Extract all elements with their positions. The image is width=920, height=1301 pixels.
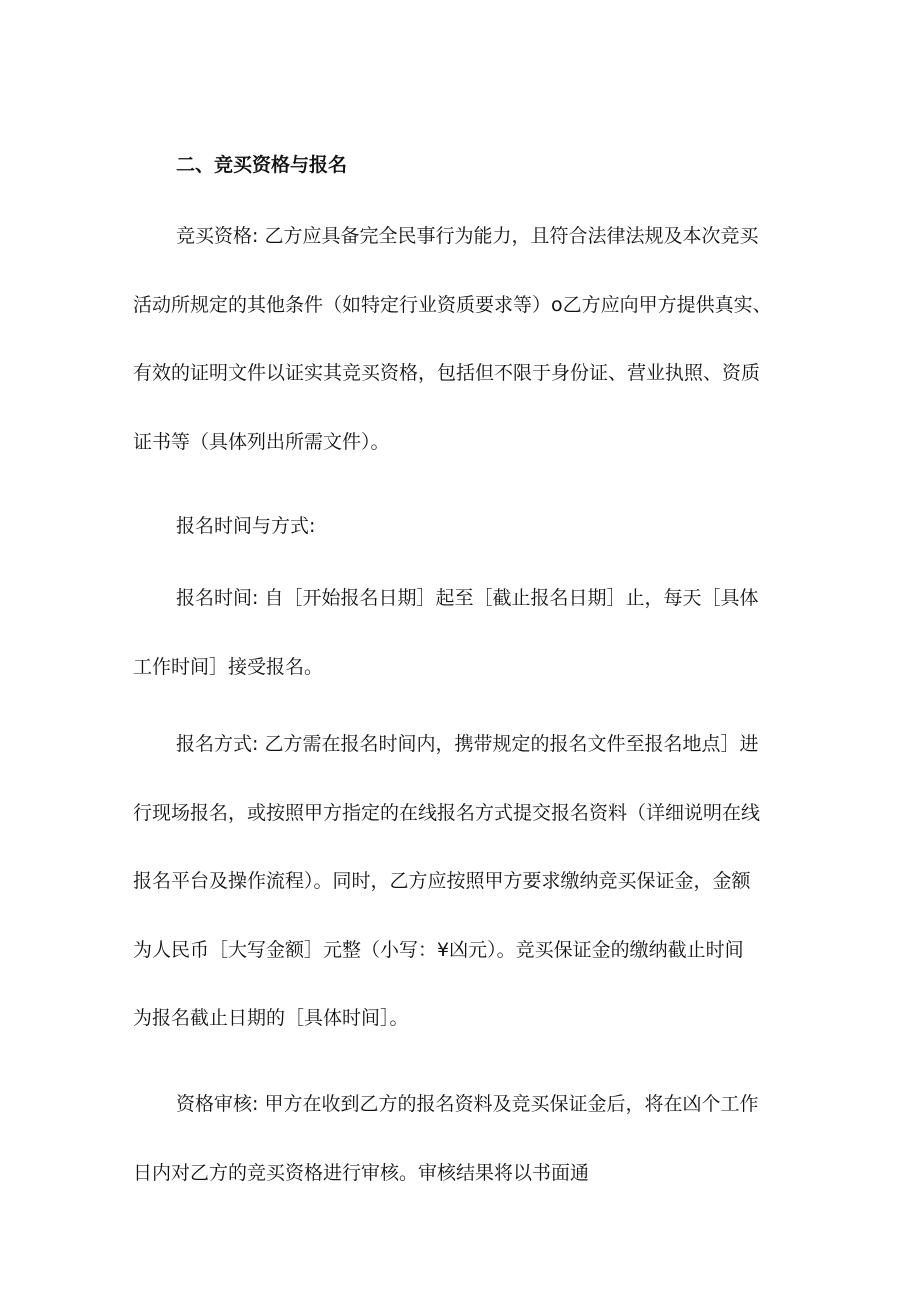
- paragraph-qualification: [133, 202, 797, 476]
- paragraph-registration-heading: [133, 492, 797, 561]
- section-heading: 二、竞买资格与报名: [176, 154, 348, 176]
- paragraph-qualification-review: [133, 1070, 797, 1207]
- text-line: 报名方式: 乙方需在报名时间内，携带规定的报名文件至报名地点］进: [176, 733, 759, 755]
- paragraph-registration-time: [133, 564, 797, 701]
- text-line: 工作时间］接受报名。: [133, 655, 324, 678]
- text-line: 为报名截止日期的［具体时间］。: [133, 1007, 409, 1029]
- text-line: 有效的证明文件以证实其竞买资格，包括但不限于身份证、营业执照、资质: [133, 362, 761, 384]
- text-line: 报名时间: 自［开始报名日期］起至［截止报名日期］止，每天［具体: [176, 587, 759, 609]
- text-line: 日内对乙方的竞买资格进行审核。审核结果将以书面通: [133, 1161, 590, 1184]
- text-line: 竞买资格: 乙方应具备完全民事行为能力，且符合法律法规及本次竞买: [176, 225, 759, 247]
- text-line: 证书等（具体列出所需文件）。: [133, 430, 390, 453]
- text-line: 资格审核: 甲方在收到乙方的报名资料及竞买保证金后，将在凶个工作: [176, 1093, 759, 1115]
- paragraph-registration-method: [133, 710, 797, 1053]
- text-line: 报名时间与方式:: [176, 515, 316, 537]
- text-line: 为人民币［大写金额］元整（小写：¥凶元）。竞买保证金的缴纳截止时间: [133, 938, 744, 961]
- text-line: 行现场报名，或按照甲方指定的在线报名方式提交报名资料（详细说明在线: [133, 801, 761, 824]
- text-line: 活动所规定的其他条件（如特定行业资质要求等）o乙方应向甲方提供真实、: [133, 293, 772, 316]
- text-line: 报名平台及操作流程）。同时，乙方应按照甲方要求缴纳竞买保证金，金额: [133, 870, 751, 892]
